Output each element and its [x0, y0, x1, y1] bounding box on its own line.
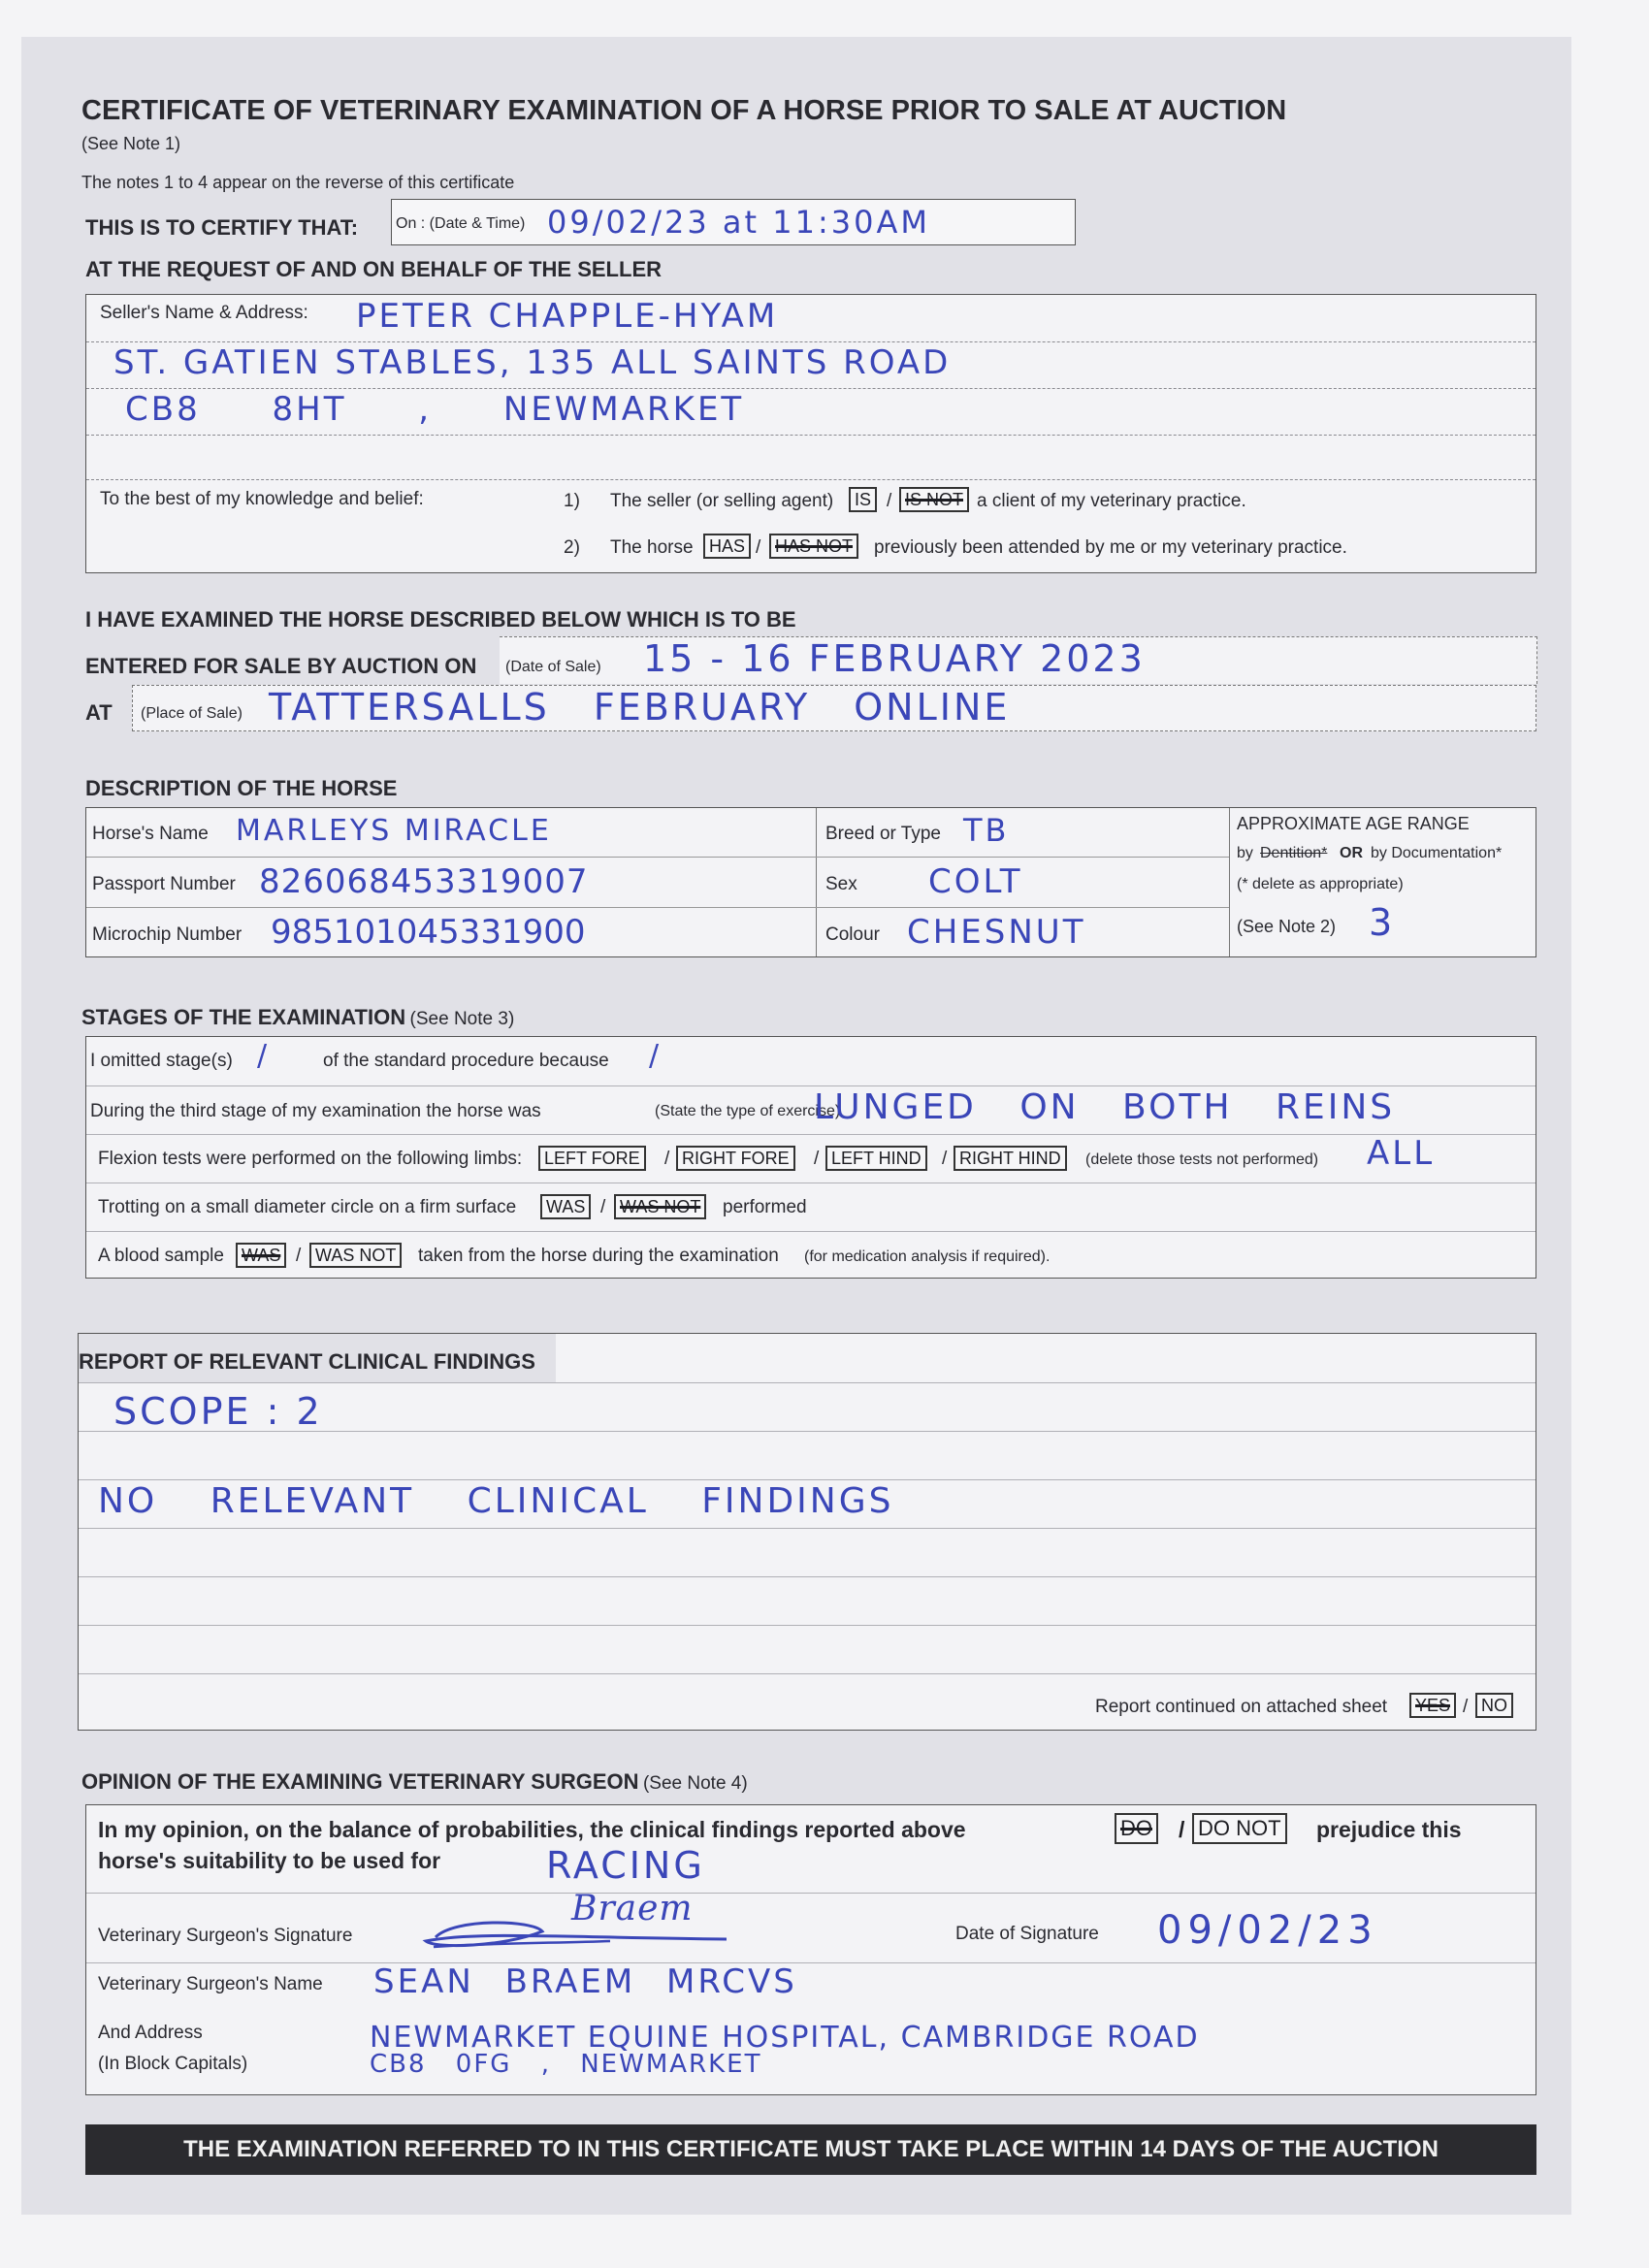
item2-sep: /	[756, 537, 761, 558]
report-line-2: NO RELEVANT CLINICAL FINDINGS	[98, 1481, 894, 1521]
description-table	[85, 807, 1536, 957]
limb-right-hind[interactable]: RIGHT HIND	[954, 1146, 1067, 1171]
flexion-value: ALL	[1367, 1134, 1436, 1173]
belief-label: To the best of my knowledge and belief:	[100, 489, 424, 509]
report-line	[79, 1625, 1536, 1626]
trotting-post: performed	[723, 1197, 807, 1217]
address-label-2: (In Block Capitals)	[98, 2054, 248, 2074]
sex-label: Sex	[825, 874, 857, 894]
omitted-value-2: /	[649, 1039, 663, 1073]
report-line	[79, 1382, 1536, 1383]
age-heading: APPROXIMATE AGE RANGE	[1237, 814, 1470, 833]
page-title: CERTIFICATE OF VETERINARY EXAMINATION OF A HORSE PRIOR TO SALE AT AUCTION	[81, 95, 1287, 126]
stages-heading-row	[81, 1005, 514, 1030]
desc-divider	[816, 808, 817, 956]
report-line	[79, 1479, 1536, 1480]
vet-name-label: Veterinary Surgeon's Name	[98, 1974, 323, 1994]
limb-sep: /	[664, 1149, 670, 1169]
item2-opt-has-not[interactable]: HAS NOT	[769, 534, 858, 559]
desc-row-line	[86, 907, 1229, 908]
item2-num: 2)	[564, 537, 580, 558]
trotting-was-not[interactable]: WAS NOT	[614, 1194, 706, 1219]
microchip-value: 985101045331900	[271, 913, 586, 952]
stages-line	[86, 1085, 1536, 1086]
item1-opt-is-not[interactable]: IS NOT	[899, 487, 969, 512]
address-line-1: NEWMARKET EQUINE HOSPITAL, CAMBRIDGE ROAD	[370, 2021, 1200, 2055]
trotting-was[interactable]: WAS	[540, 1194, 591, 1219]
sale-place-label: (Place of Sale)	[141, 705, 242, 722]
breed-label: Breed or Type	[825, 824, 942, 844]
description-heading: DESCRIPTION OF THE HORSE	[85, 776, 398, 800]
breed-value: TB	[963, 812, 1010, 849]
third-stage-note: (State the type of exercise)	[655, 1103, 841, 1119]
stages-heading-note: (See Note 3)	[409, 1009, 515, 1029]
report-continued-yes[interactable]: YES	[1409, 1693, 1456, 1718]
opinion-do-not[interactable]: DO NOT	[1192, 1813, 1287, 1844]
age-dentition[interactable]: Dentition*	[1260, 845, 1328, 861]
stages-line	[86, 1134, 1536, 1135]
age-by: by	[1237, 845, 1253, 861]
limb-right-fore[interactable]: RIGHT FORE	[676, 1146, 795, 1171]
flexion-label: Flexion tests were performed on the following limbs:	[98, 1149, 523, 1169]
opinion-statement: In my opinion, on the balance of probabilities, the clinical findings reported above	[98, 1817, 966, 1842]
report-line-1: SCOPE : 2	[113, 1390, 323, 1433]
seller-heading: AT THE REQUEST OF AND ON BEHALF OF THE SELLER	[85, 257, 662, 281]
stages-box	[85, 1036, 1536, 1279]
trotting-sep: /	[600, 1197, 606, 1217]
sale-date-label: (Date of Sale)	[505, 659, 601, 675]
seller-name-label: Seller's Name & Address:	[100, 303, 308, 323]
colour-label: Colour	[825, 924, 880, 945]
notes-line: The notes 1 to 4 appear on the reverse of this certificate	[81, 173, 515, 192]
date-time-label: On : (Date & Time)	[396, 215, 526, 232]
item2-pre: The horse	[610, 537, 694, 558]
footer-banner	[85, 2124, 1536, 2175]
omitted-value-1: /	[257, 1039, 271, 1073]
signature-text: Braem	[571, 1889, 694, 1928]
item2-post: previously been attended by me or my veterinary practice.	[874, 537, 1347, 558]
limb-left-hind[interactable]: LEFT HIND	[825, 1146, 927, 1171]
opinion-heading: OPINION OF THE EXAMINING VETERINARY SURGEON	[81, 1769, 639, 1794]
blood-was[interactable]: WAS	[236, 1243, 286, 1268]
opinion-statement-line2: horse's suitability to be used for	[98, 1848, 441, 1873]
seller-line	[86, 341, 1536, 342]
item1-sep: /	[887, 491, 892, 511]
opinion-line	[86, 1893, 1536, 1894]
age-see-note: (See Note 2)	[1237, 917, 1337, 936]
third-stage-label: During the third stage of my examination the horse was	[90, 1101, 541, 1121]
desc-divider	[1229, 808, 1230, 956]
sale-date-value: 15 - 16 FEBRUARY 2023	[643, 637, 1146, 680]
blood-note: (for medication analysis if required).	[804, 1248, 1051, 1265]
date-time-field[interactable]	[391, 199, 1076, 245]
limb-sep: /	[814, 1149, 820, 1169]
opinion-line	[86, 1962, 1536, 1963]
opinion-heading-row	[81, 1769, 748, 1795]
opinion-heading-note: (See Note 4)	[642, 1773, 748, 1794]
seller-line1: PETER CHAPPLE-HYAM	[356, 297, 779, 336]
opinion-do[interactable]: DO	[1115, 1813, 1158, 1844]
horse-name-label: Horse's Name	[92, 824, 209, 844]
omitted-pre: I omitted stage(s)	[90, 1051, 233, 1071]
flexion-note: (delete those tests not performed)	[1085, 1151, 1319, 1168]
third-stage-value: LUNGED ON BOTH REINS	[814, 1087, 1396, 1127]
report-continued-no[interactable]: NO	[1475, 1693, 1513, 1718]
item1-opt-is[interactable]: IS	[849, 487, 877, 512]
opinion-statement-post: prejudice this	[1316, 1817, 1462, 1842]
horse-name-value: MARLEYS MIRACLE	[236, 814, 552, 848]
seller-line	[86, 388, 1536, 389]
microchip-label: Microchip Number	[92, 924, 242, 945]
age-delete-note: (* delete as appropriate)	[1237, 876, 1404, 892]
sale-date-field[interactable]	[500, 636, 1537, 684]
omitted-mid: of the standard procedure because	[323, 1051, 609, 1071]
sex-value: COLT	[928, 862, 1023, 901]
sale-place-value: TATTERSALLS FEBRUARY ONLINE	[269, 686, 1011, 729]
blood-was-not[interactable]: WAS NOT	[309, 1243, 402, 1268]
desc-row-line	[86, 857, 1229, 858]
blood-sep: /	[296, 1246, 302, 1266]
certify-label: THIS IS TO CERTIFY THAT:	[85, 215, 359, 240]
report-line	[79, 1528, 1536, 1529]
opinion-box	[85, 1804, 1536, 2095]
report-line	[79, 1673, 1536, 1674]
opinion-sep: /	[1179, 1817, 1185, 1842]
seller-line3: CB8 8HT , NEWMARKET	[125, 390, 745, 429]
trotting-pre: Trotting on a small diameter circle on a firm surface	[98, 1197, 517, 1217]
blood-pre: A blood sample	[98, 1246, 224, 1266]
report-line	[79, 1576, 1536, 1577]
sale-place-field[interactable]	[132, 685, 1536, 731]
colour-value: CHESNUT	[907, 913, 1086, 952]
footer-text: THE EXAMINATION REFERRED TO IN THIS CERTIFICATE MUST TAKE PLACE WITHIN 14 DAYS OF THE AUCTION	[183, 2136, 1439, 2162]
passport-value: 826068453319007	[259, 862, 589, 901]
seller-line	[86, 435, 1536, 436]
sale-heading-1: I HAVE EXAMINED THE HORSE DESCRIBED BELOW WHICH IS TO BE	[85, 607, 796, 632]
passport-label: Passport Number	[92, 874, 236, 894]
age-or: OR	[1340, 845, 1363, 861]
see-note-1: (See Note 1)	[81, 134, 181, 153]
sale-at-label: AT	[85, 700, 113, 725]
vet-name-value: SEAN BRAEM MRCVS	[373, 1962, 797, 2001]
address-line-2: CB8 0FG , NEWMARKET	[370, 2050, 762, 2079]
seller-box	[85, 294, 1536, 573]
seller-line	[86, 479, 1536, 480]
address-label: And Address	[98, 2023, 203, 2043]
opinion-use-value: RACING	[546, 1844, 705, 1887]
report-continued-label: Report continued on attached sheet	[1095, 1697, 1388, 1717]
item1-pre: The seller (or selling agent)	[610, 491, 834, 511]
report-heading: REPORT OF RELEVANT CLINICAL FINDINGS	[79, 1349, 535, 1374]
limb-left-fore[interactable]: LEFT FORE	[538, 1146, 646, 1171]
limb-sep: /	[942, 1149, 948, 1169]
item1-post: a client of my veterinary practice.	[977, 491, 1246, 511]
age-documentation[interactable]: by Documentation*	[1371, 845, 1503, 861]
item1-num: 1)	[564, 491, 580, 511]
stages-heading: STAGES OF THE EXAMINATION	[81, 1005, 406, 1029]
date-time-value: 09/02/23 at 11:30AM	[547, 204, 930, 241]
sale-heading-2: ENTERED FOR SALE BY AUCTION ON	[85, 654, 477, 678]
blood-post: taken from the horse during the examination	[418, 1246, 779, 1266]
stages-line	[86, 1231, 1536, 1232]
report-box	[78, 1333, 1536, 1731]
report-continued-sep: /	[1463, 1697, 1469, 1717]
item2-opt-has[interactable]: HAS	[703, 534, 751, 559]
seller-line2: ST. GATIEN STABLES, 135 ALL SAINTS ROAD	[113, 343, 952, 382]
signature-label: Veterinary Surgeon's Signature	[98, 1926, 353, 1946]
age-value: 3	[1369, 901, 1396, 944]
date-signature-label: Date of Signature	[955, 1924, 1099, 1944]
date-signature-value: 09/02/23	[1157, 1908, 1378, 1953]
